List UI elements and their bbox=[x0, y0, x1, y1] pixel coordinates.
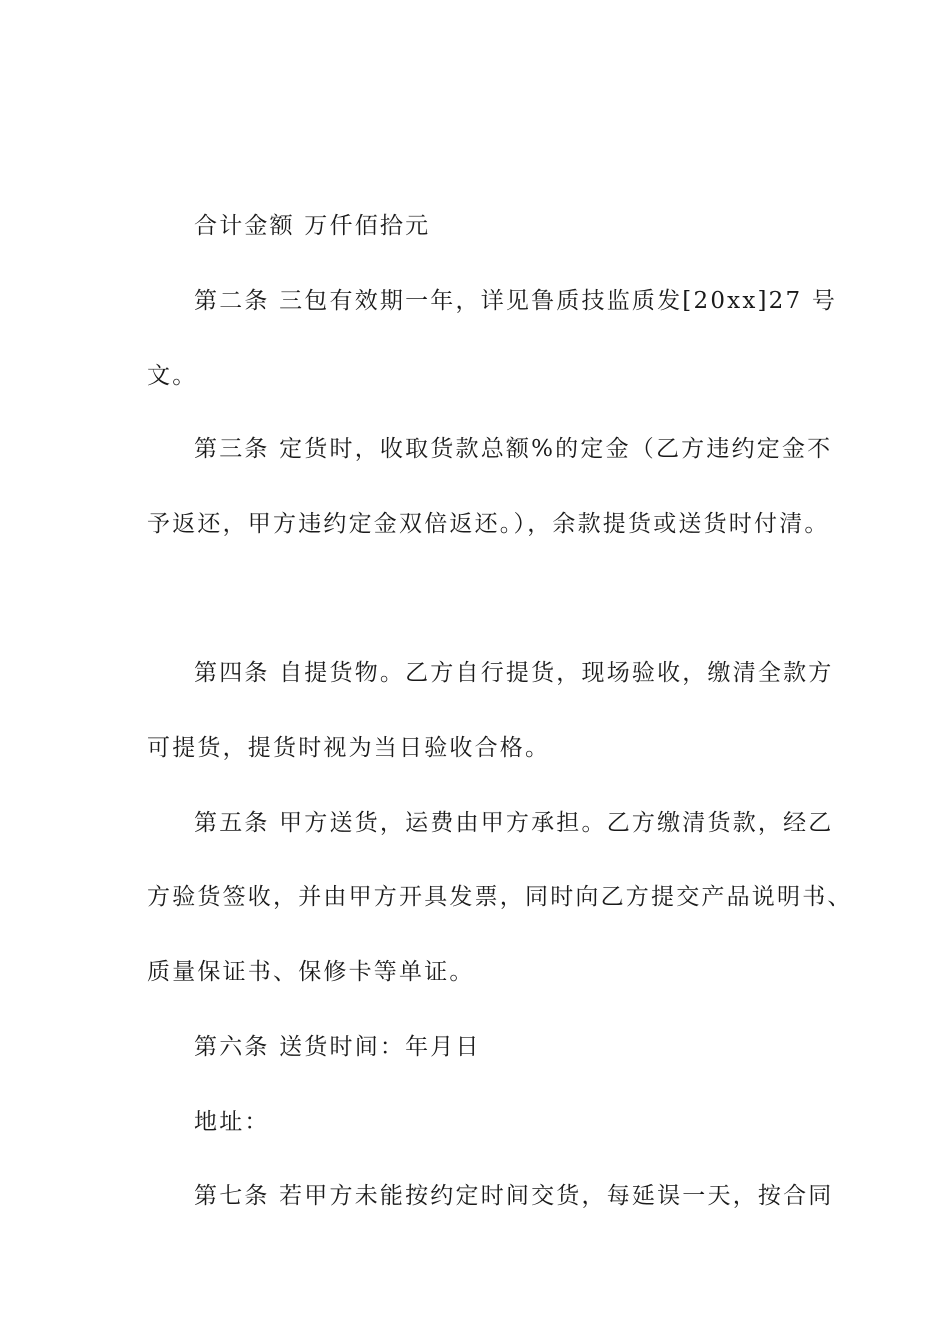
article-5-line-2: 方验货签收，并由甲方开具发票，同时向乙方提交产品说明书、 bbox=[147, 884, 853, 910]
total-amount-line: 合计金额 万仟佰拾元 bbox=[194, 213, 431, 239]
article-6-line: 第六条 送货时间：年月日 bbox=[194, 1034, 481, 1060]
article-2-line-1: 第二条 三包有效期一年，详见鲁质技监质发[20xx]27 号 bbox=[194, 288, 838, 314]
article-5-line-3: 质量保证书、保修卡等单证。 bbox=[147, 959, 475, 985]
article-5-line-1: 第五条 甲方送货，运费由甲方承担。乙方缴清货款，经乙 bbox=[194, 810, 834, 836]
article-3-line-2: 予返还，甲方违约定金双倍返还。），余款提货或送货时付清。 bbox=[147, 511, 830, 537]
article-4-line-2: 可提货，提货时视为当日验收合格。 bbox=[147, 735, 551, 761]
address-line: 地址： bbox=[194, 1109, 270, 1135]
article-3-line-1: 第三条 定货时，收取货款总额%的定金（乙方违约定金不 bbox=[194, 436, 833, 462]
article-7-line-1: 第七条 若甲方未能按约定时间交货，每延误一天，按合同 bbox=[194, 1183, 834, 1209]
article-2-line-2: 文。 bbox=[147, 363, 198, 389]
article-4-line-1: 第四条 自提货物。乙方自行提货，现场验收，缴清全款方 bbox=[194, 660, 834, 686]
